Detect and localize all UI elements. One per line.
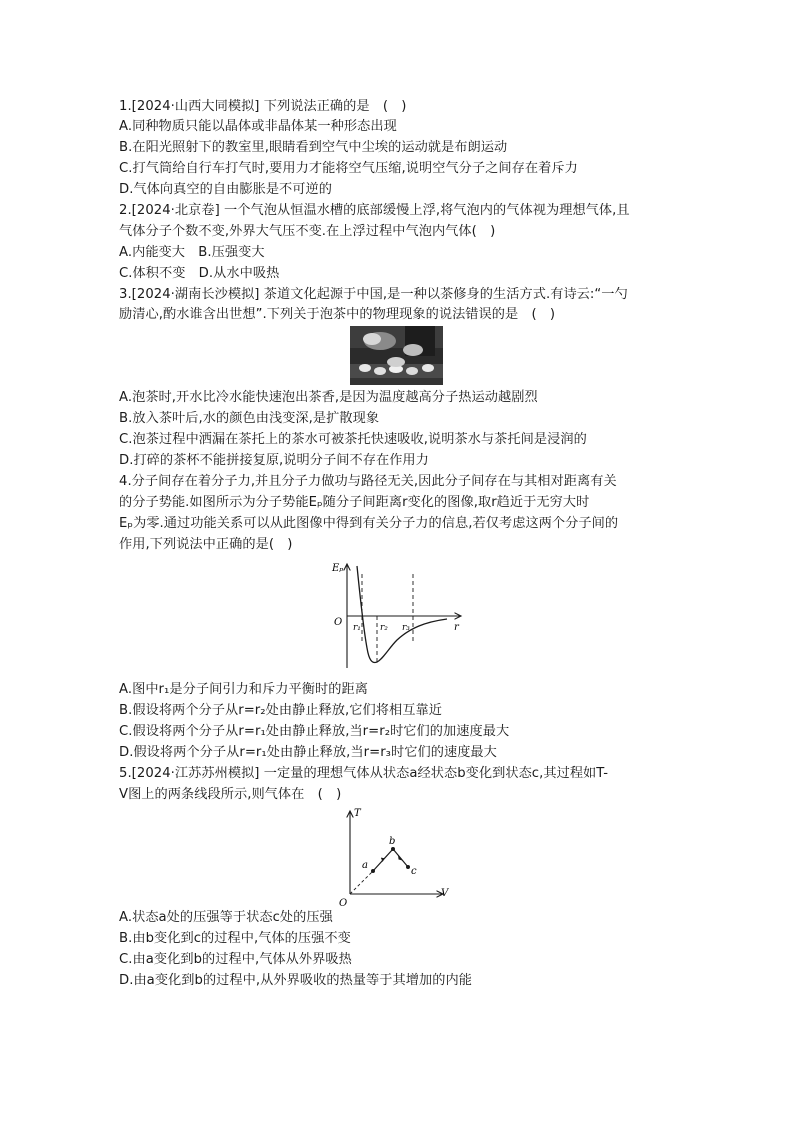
- q2-options-cd: C.体积不变 D.从水中吸热: [119, 266, 280, 281]
- q4-stem-line-4: 作用,下列说法中正确的是( ): [119, 537, 293, 552]
- q3-stem-line-2: 励清心,酌水谁含出世想”.下列关于泡茶中的物理现象的说法错误的是 ( ): [119, 307, 556, 322]
- label-c: c: [411, 866, 417, 877]
- q5-option-d: D.由a变化到b的过程中,从外界吸收的热量等于其增加的内能: [119, 973, 472, 988]
- point-b: [391, 847, 395, 851]
- q5-option-c: C.由a变化到b的过程中,气体从外界吸热: [119, 952, 352, 967]
- q1-stem: 1.[2024·山西大同模拟] 下列说法正确的是 ( ): [119, 99, 407, 114]
- q4-stem-line-3: Eₚ为零.通过功能关系可以从此图像中得到有关分子力的信息,若仅考虑这两个分子间的: [119, 516, 619, 531]
- q2-stem-line-1: 2.[2024·北京卷] 一个气泡从恒温水槽的底部缓慢上浮,将气泡内的气体视为理想气体,且: [119, 203, 630, 218]
- q5-option-a: A.状态a处的压强等于状态c处的压强: [119, 910, 333, 925]
- q3-option-b: B.放入茶叶后,水的颜色由浅变深,是扩散现象: [119, 411, 380, 426]
- q3-option-d: D.打碎的茶杯不能拼接复原,说明分子间不存在作用力: [119, 453, 429, 468]
- q1-option-c: C.打气筒给自行车打气时,要用力才能将空气压缩,说明空气分子之间存在着斥力: [119, 161, 578, 176]
- t-axis-label: T: [354, 808, 361, 819]
- r2-label: r₂: [380, 623, 388, 633]
- q4-stem-line-2: 的分子势能.如图所示为分子势能Eₚ随分子间距离r变化的图像,取r趋近于无穷大时: [119, 495, 590, 510]
- label-a: a: [362, 860, 368, 871]
- label-b: b: [389, 836, 396, 847]
- q5-option-b: B.由b变化到c的过程中,气体的压强不变: [119, 931, 351, 946]
- q1-option-a: A.同种物质只能以晶体或非晶体某一种形态出现: [119, 119, 397, 134]
- r3-label: r₃: [402, 623, 410, 633]
- q3-stem-line-1: 3.[2024·湖南长沙模拟] 茶道文化起源于中国,是一种以茶修身的生活方式.有诗云:“一勺: [119, 287, 628, 302]
- q4-option-a: A.图中r₁是分子间引力和斥力平衡时的距离: [119, 682, 368, 697]
- tv-graph: [335, 804, 460, 913]
- q4-option-b: B.假设将两个分子从r=r₂处由静止释放,它们将相互靠近: [119, 703, 442, 718]
- point-c: [406, 865, 410, 869]
- arrow-bc: [398, 855, 402, 860]
- origin-to-a-dashed: [350, 871, 373, 894]
- q4-option-d: D.假设将两个分子从r=r₁处由静止释放,当r=r₃时它们的速度最大: [119, 745, 497, 760]
- v-axis-label: V: [441, 888, 449, 899]
- q4-option-c: C.假设将两个分子从r=r₁处由静止释放,当r=r₂时它们的加速度最大: [119, 724, 510, 739]
- q2-stem-line-2: 气体分子个数不变,外界大气压不变.在上浮过程中气泡内气体( ): [119, 224, 496, 239]
- q3-option-c: C.泡茶过程中洒漏在茶托上的茶水可被茶托快速吸收,说明茶水与茶托间是浸润的: [119, 432, 587, 447]
- r1-label: r₁: [353, 623, 361, 633]
- q3-option-a: A.泡茶时,开水比冷水能快速泡出茶香,是因为温度越高分子热运动越剧烈: [119, 390, 538, 405]
- point-a: [371, 869, 375, 873]
- q1-option-d: D.气体向真空的自由膨胀是不可逆的: [119, 182, 333, 197]
- q4-stem-line-1: 4.分子间存在着分子力,并且分子力做功与路径无关,因此分子间存在与其相对距离有关: [119, 474, 617, 489]
- q5-stem-line-1: 5.[2024·江苏苏州模拟] 一定量的理想气体从状态a经状态b变化到状态c,其过程如T-: [119, 766, 608, 781]
- q5-stem-line-2: V图上的两条线段所示,则气体在 ( ): [119, 787, 342, 802]
- origin-label: O: [334, 617, 343, 628]
- origin-label: O: [339, 898, 348, 909]
- q1-option-b: B.在阳光照射下的教室里,眼睛看到空气中尘埃的运动就是布朗运动: [119, 140, 508, 155]
- r-axis-label: r: [454, 622, 459, 633]
- q2-options-ab: A.内能变大 B.压强变大: [119, 245, 265, 260]
- potential-curve: [357, 566, 447, 662]
- tea-ceremony-photo: [350, 326, 443, 385]
- ep-axis-label: Eₚ: [332, 563, 344, 574]
- potential-energy-graph: [325, 556, 470, 680]
